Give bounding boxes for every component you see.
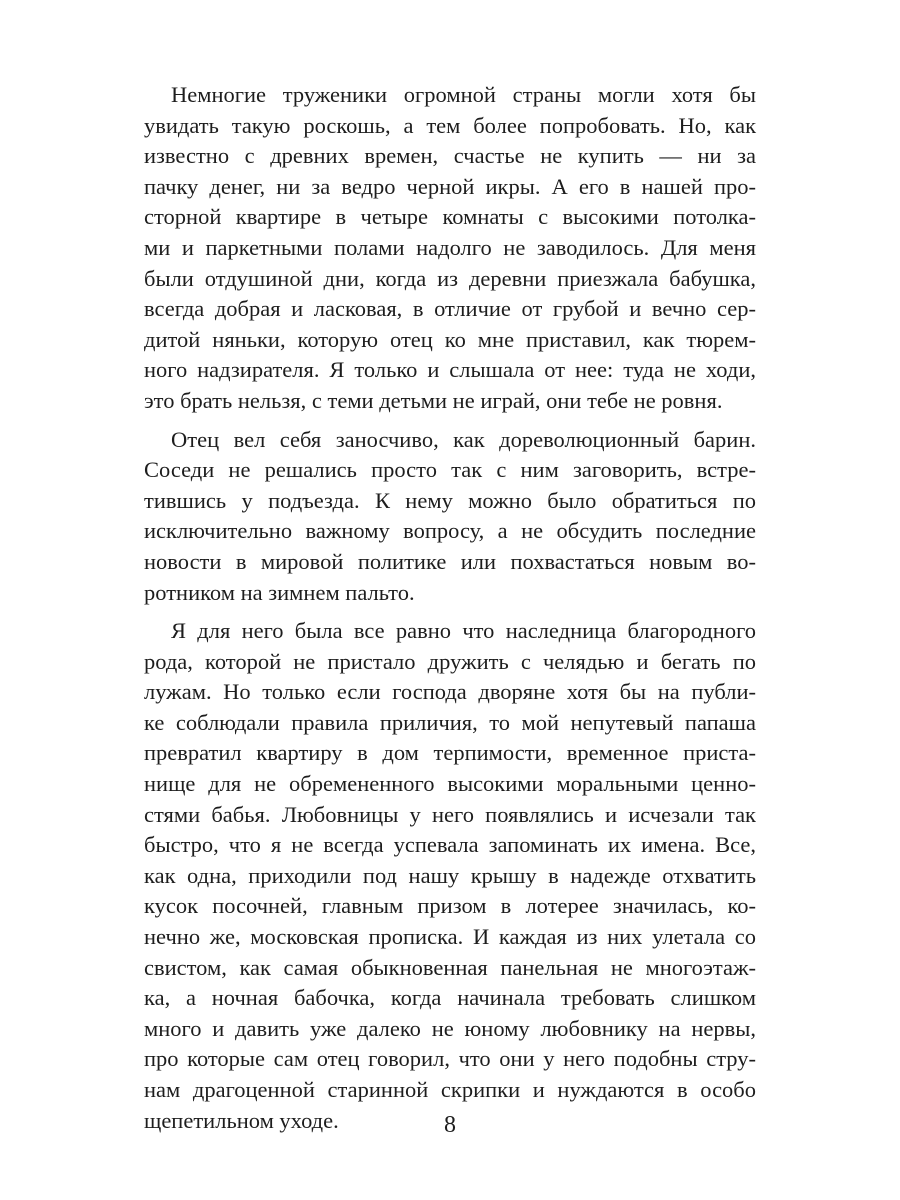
text-line: пачку денег, ни за ведро черной икры. А его в нашей про- [144, 173, 756, 199]
text-line: ка, а ночная бабочка, когда начинала требовать слишком [144, 985, 756, 1011]
text-line: стями бабья. Любовницы у него появлялись и исчезали так [144, 801, 756, 827]
text-line: щепетильном уходе. [144, 1107, 339, 1133]
text-line: были отдушиной дни, когда из деревни приезжала бабушка, [144, 265, 756, 291]
text-line: это брать нельзя, с теми детьми не играй, они тебе не ровня. [144, 387, 723, 413]
text-line: Немногие труженики огромной страны могли хотя бы [171, 82, 756, 107]
text-line: как одна, приходили под нашу крышу в надежде отхватить [144, 862, 756, 888]
text-line: ке соблюдали правила приличия, то мой непутевый папаша [144, 709, 756, 735]
text-line: всегда добрая и ласковая, в отличие от грубой и вечно сер- [144, 296, 756, 322]
text-line: исключительно важному вопросу, а не обсудить последние [144, 518, 756, 544]
text-line: Отец вел себя заносчиво, как дореволюционный барин. [171, 426, 756, 452]
paragraph-gap [144, 417, 756, 425]
text-line: дитой няньки, которую отец ко мне приставил, как тюрем- [144, 326, 756, 352]
text-line: про которые сам отец говорил, что они у него подобны стру- [144, 1046, 756, 1072]
text-line: кусок посочней, главным призом в лотерее значилась, ко- [144, 893, 756, 919]
text-line: ного надзирателя. Я только и слышала от нее: туда не ходи, [144, 357, 756, 383]
text-line: превратил квартиру в дом терпимости, временное приста- [144, 740, 756, 766]
text-line: быстро, что я не всегда успевала запоминать их имена. Все, [144, 832, 756, 858]
text-line: новости в мировой политике или похвастаться новым во- [144, 548, 756, 574]
text-line: свистом, как самая обыкновенная панельная не многоэтаж- [144, 954, 756, 980]
text-line: тившись у подъезда. К нему можно было обратиться по [144, 487, 756, 513]
page-number: 8 [444, 1112, 456, 1138]
text-line: сторной квартире в четыре комнаты с высокими потолка- [144, 204, 756, 230]
text-line: много и давить уже далеко не юному любовнику на нервы, [144, 1015, 756, 1041]
paragraph-2 [144, 425, 756, 609]
text-line: Я для него была все равно что наследница благородного [171, 618, 756, 644]
text-line: нечно же, московская прописка. И каждая из них улетала со [144, 924, 756, 950]
text-line: известно с древних времен, счастье не купить — ни за [144, 143, 756, 169]
paragraph-gap [144, 608, 756, 616]
paragraph-1 [144, 80, 756, 417]
page-body [144, 80, 756, 1136]
text-line: нам драгоценной старинной скрипки и нуждаются в особо [144, 1077, 756, 1102]
text-line: рода, которой не пристало дружить с челядью и бегать по [144, 648, 756, 674]
text-line: ми и паркетными полами надолго не заводилось. Для меня [144, 234, 756, 260]
text-line: увидать такую роскошь, а тем более попробовать. Но, как [144, 112, 756, 138]
text-line: нище для не обремененного высокими моральными ценно- [144, 771, 756, 797]
paragraph-3 [144, 616, 756, 1136]
text-line: ротником на зимнем пальто. [144, 579, 415, 605]
text-line: лужам. Но только если господа дворяне хотя бы на публи- [144, 679, 756, 705]
text-line: Соседи не решались просто так с ним заговорить, встре- [144, 457, 756, 483]
